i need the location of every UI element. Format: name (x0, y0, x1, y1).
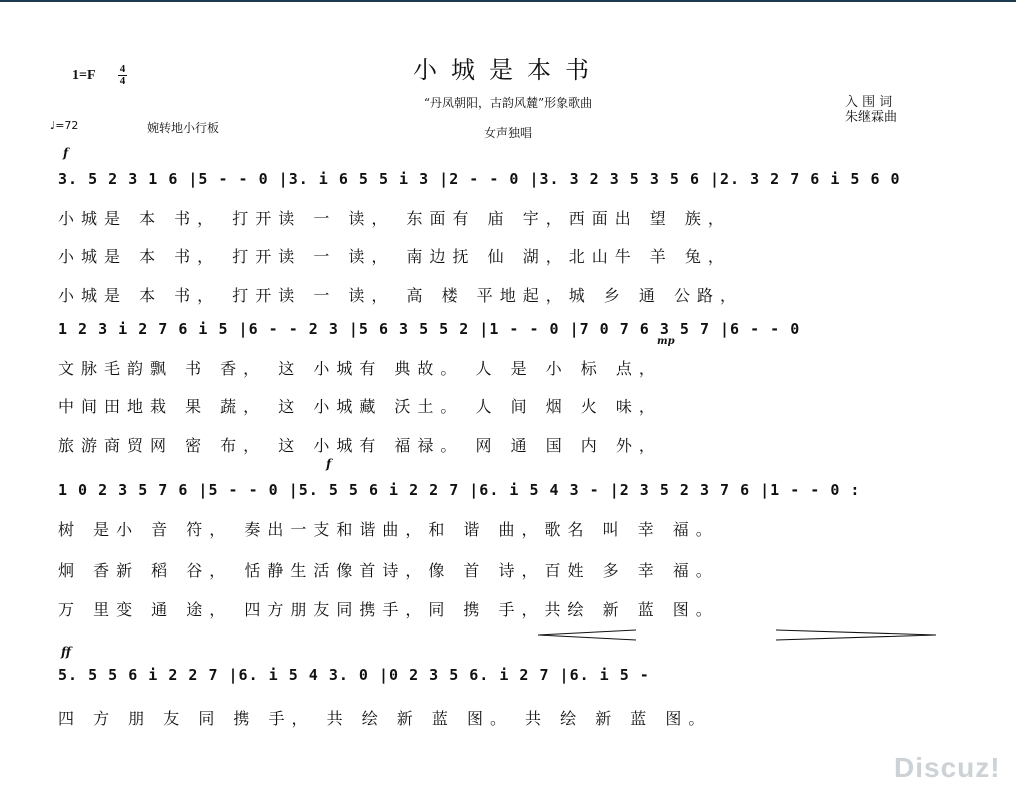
lyric-line: 树 是小 音 符， 奏出一支和谐曲，和 谐 曲，歌名 叫 幸 福。 (58, 520, 719, 539)
subtitle: “丹凤朝阳，古韵风麓”形象歌曲 (423, 96, 593, 110)
lyric-line: 四 方 朋 友 同 携 手， 共 绘 新 蓝 图。 共 绘 新 蓝 图。 (58, 709, 712, 728)
expression-mark: 婉转地小行板 (147, 121, 220, 135)
top-border (0, 0, 1016, 2)
notation-line-1: 3. 5 2 3 1 6 |5 - - 0 |3. i 6 5 5 i 3 |2 - - 0 |3. 3 2 3 5 3 5 6 |2. 3 2 7 6 i 5 6 0 (58, 170, 901, 188)
crescendo-hairpin (538, 630, 636, 640)
time-bottom: 4 (119, 75, 126, 87)
watermark: Discuz! (894, 752, 1001, 783)
dynamic-mark: f (326, 457, 332, 471)
performer-label: 女声独唱 (483, 126, 532, 140)
dynamic-mark: f (63, 146, 69, 160)
lyric-line: 炯 香新 稻 谷， 恬静生活像首诗，像 首 诗，百姓 多 幸 福。 (58, 561, 719, 580)
decrescendo-hairpin (776, 630, 936, 640)
lyric-line: 小城是 本 书， 打开读 一 读， 南边抚 仙 湖，北山牛 羊 兔， (58, 247, 731, 266)
lyric-line: 小城是 本 书， 打开读 一 读， 东面有 庙 宇，西面出 望 族， (58, 209, 731, 228)
time-signature (118, 64, 127, 87)
key-signature: 1=F (72, 68, 96, 83)
lyric-line: 小城是 本 书， 打开读 一 读， 高 楼 平地起，城 乡 通 公路， (58, 286, 743, 305)
page-title: 小城是本书 (413, 56, 603, 84)
dynamic-mark: ff (61, 645, 71, 659)
tempo-mark: ♩=72 (50, 119, 79, 132)
dynamic-mark: mp (657, 336, 675, 347)
crescendo-marks (536, 627, 946, 643)
notation-line-2: 1 2 3 i 2 7 6 i 5 |6 - - 2 3 |5 6 3 5 5 2 |1 - - 0 |7 0 7 6 3 5 7 |6 - - 0 (58, 320, 801, 338)
lyric-line: 万 里变 通 途， 四方朋友同携手，同 携 手，共绘 新 蓝 图。 (58, 600, 719, 619)
lyricist-credit: 入 围 词 (845, 95, 893, 110)
notation-line-4: 5. 5 5 6 i 2 2 7 |6. i 5 4 3. 0 |0 2 3 5 6. i 2 7 |6. i 5 - (58, 666, 650, 684)
lyric-line: 文脉毛韵飘 书 香， 这 小城有 典故。 人 是 小 标 点， (58, 359, 662, 378)
composer-credit: 朱继霖曲 (845, 110, 898, 125)
lyric-line: 中间田地栽 果 蔬， 这 小城藏 沃土。 人 间 烟 火 味， (58, 397, 662, 416)
lyric-line: 旅游商贸网 密 布， 这 小城有 福禄。 网 通 国 内 外， (58, 436, 662, 455)
notation-line-3: 1 0 2 3 5 7 6 |5 - - 0 |5. 5 5 6 i 2 2 7 |6. i 5 4 3 - |2 3 5 2 3 7 6 |1 - - 0 : (58, 481, 861, 499)
time-top: 4 (119, 63, 126, 75)
